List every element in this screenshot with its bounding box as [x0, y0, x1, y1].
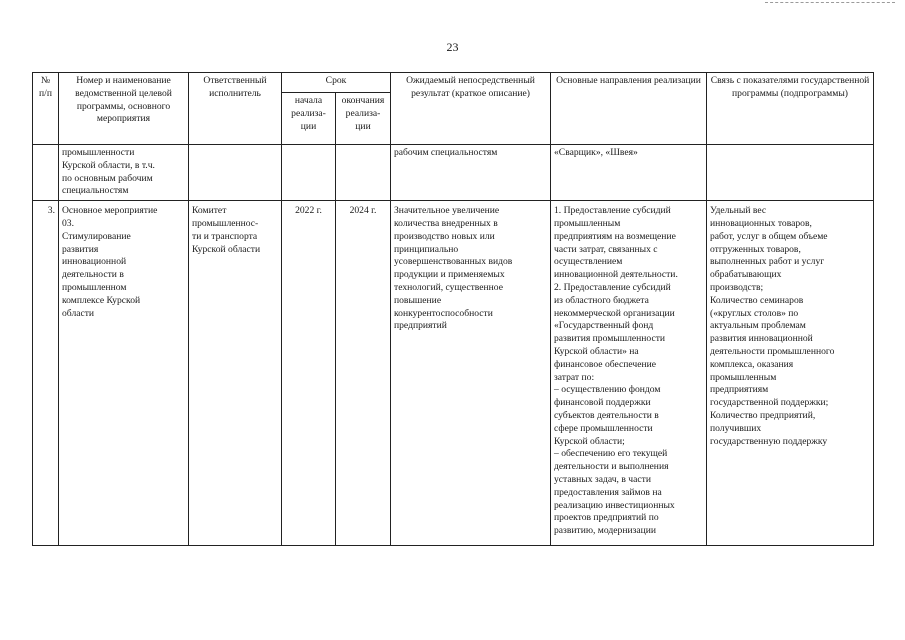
cell-indicator-link	[707, 145, 874, 201]
header-directions: Основные направления реализации	[551, 73, 707, 145]
page-number: 23	[446, 40, 459, 54]
cell-directions: 1. Предоставление субсидий промышленным предприятиям на возмещение части затрат, связанных с осуществлением инновационной деятельности. 2. Предоставление субсидий из областного бюджета некоммерческой организации «Государственный фонд развития промышленности Курской области» на финансовое обеспечение затрат по: – осуществлению фондом финансовой поддержки субъектов деятельности в сфере промышленности Курской области; – обеспечению его текущей деятельности и выполнения уставных задач, в части предоставления займов на реализацию инвестиционных проектов предприятий по развитию, модернизации	[551, 201, 707, 546]
cell-start: 2022 г.	[282, 201, 336, 546]
header-term: Срок	[282, 73, 391, 93]
header-executor: Ответственный исполнитель	[189, 73, 282, 145]
header-num: № п/п	[33, 73, 59, 145]
header-row	[33, 73, 874, 93]
cell-num	[33, 145, 59, 201]
header-expected-result: Ожидаемый непосредственный результат (краткое описание)	[391, 73, 551, 145]
scan-edge-mark	[765, 2, 895, 3]
cell-executor: Комитет промышленнос- ти и транспорта Курской области	[189, 201, 282, 546]
header-term-end: окончания реализа- ции	[336, 93, 391, 145]
cell-indicator-link: Удельный вес инновационных товаров, работ, услуг в общем объеме отгруженных товаров, выполненных работ и услуг обрабатывающих производств; Количество семинаров («круглых столов» по актуальным проблемам развития инновационной деятельности промышленного комплекса, оказания промышленным предприятиям государственной поддержки; Количество предприятий, получивших государственную поддержку	[707, 201, 874, 546]
cell-directions: «Сварщик», «Швея»	[551, 145, 707, 201]
table-row-continuation	[33, 145, 874, 201]
cell-num: 3.	[33, 201, 59, 546]
header-indicator-link: Связь с показателями государственной программы (подпрограммы)	[707, 73, 874, 145]
cell-program-name: промышленности Курской области, в т.ч. по основным рабочим специальностям	[59, 145, 189, 201]
cell-executor	[189, 145, 282, 201]
cell-expected-result: рабочим специальностям	[391, 145, 551, 201]
cell-start	[282, 145, 336, 201]
cell-end	[336, 145, 391, 201]
cell-program-name: Основное мероприятие 03. Стимулирование развития инновационной деятельности в промышленном комплексе Курской области	[59, 201, 189, 546]
cell-end: 2024 г.	[336, 201, 391, 546]
header-term-start: начала реализа- ции	[282, 93, 336, 145]
cell-expected-result: Значительное увеличение количества внедренных в производство новых или принципиально усовершенствованных видов продукции и применяемых технологий, существенное повышение конкурентоспособности предприятий	[391, 201, 551, 546]
header-program-name: Номер и наименование ведомственной целевой программы, основного мероприятия	[59, 73, 189, 145]
table-row-3	[33, 201, 874, 546]
program-measures-table	[32, 72, 874, 546]
